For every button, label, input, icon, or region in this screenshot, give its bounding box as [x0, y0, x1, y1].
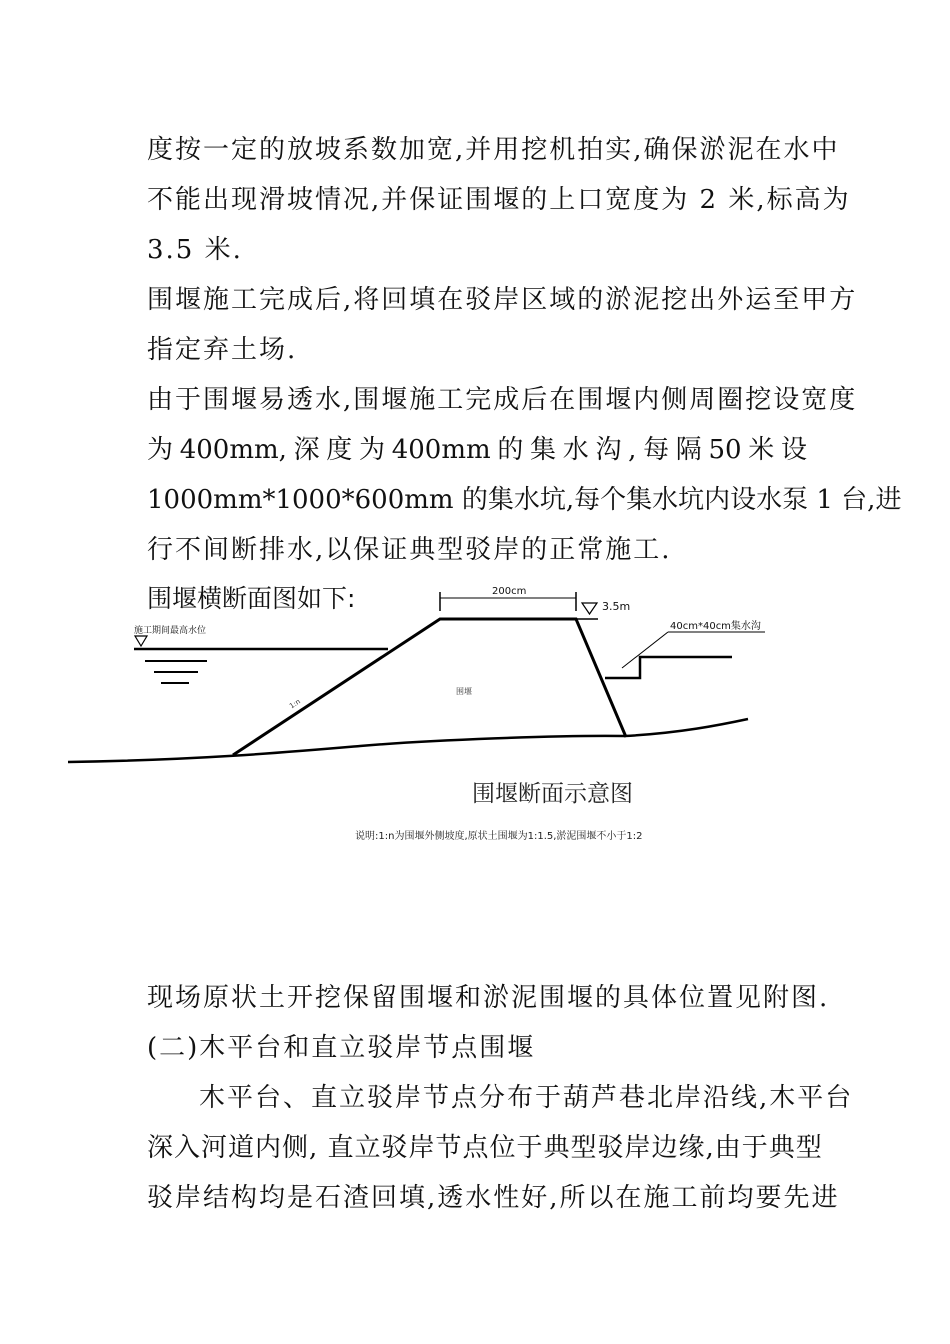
- diagram-intro: 围堰横断面图如下:: [147, 584, 356, 613]
- word: 为: [359, 435, 386, 465]
- word: 米: [748, 435, 775, 465]
- text-line: 1000mm*1000*600mm 的集水坑,每个集水坑内设水泵 1 台,进: [147, 485, 902, 515]
- word: 400mm: [391, 435, 491, 465]
- text-line: 木平台、直立驳岸节点分布于葫芦巷北岸沿线,木平台: [199, 1083, 854, 1113]
- diagram-title: 围堰断面示意图: [472, 781, 633, 807]
- text-line: 驳岸结构均是石渣回填,透水性好,所以在施工前均要先进: [147, 1183, 840, 1213]
- word: 集: [530, 435, 557, 465]
- water-level-label: 施工期间最高水位: [134, 626, 207, 636]
- text-line: 行不间断排水,以保证典型驳岸的正常施工.: [147, 535, 672, 565]
- word: 设: [780, 435, 807, 465]
- word: 水: [562, 435, 589, 465]
- word: 50: [708, 435, 742, 465]
- word: 400mm,: [179, 435, 287, 465]
- ditch-label: 40cm*40cm集水沟: [670, 621, 761, 632]
- text-line: 由于围堰易透水,围堰施工完成后在围堰内侧周圈挖设宽度: [147, 385, 858, 415]
- embankment-label: 围堰: [456, 687, 472, 696]
- collection-ditch: [605, 657, 732, 678]
- top-width-label: 200cm: [492, 586, 527, 597]
- ground-line: [68, 719, 748, 762]
- embankment-outline: [233, 619, 626, 755]
- cofferdam-section-diagram: [0, 570, 950, 870]
- text-line: 指定弃土场.: [147, 335, 298, 365]
- text-line: 现场原状土开挖保留围堰和淤泥围堰的具体位置见附图.: [147, 983, 830, 1013]
- word: 的: [497, 435, 524, 465]
- word: 深: [293, 435, 320, 465]
- text-line: 深入河道内侧, 直立驳岸节点位于典型驳岸边缘,由于典型: [147, 1133, 823, 1163]
- water-level-marker: [135, 636, 147, 646]
- ditch-leader: [622, 632, 668, 668]
- text-line: 3.5 米.: [147, 235, 243, 265]
- slope-label: 1:n: [288, 697, 302, 711]
- word: 度: [326, 435, 353, 465]
- text-line: 度按一定的放坡系数加宽,并用挖机拍实,确保淤泥在水中: [147, 135, 840, 165]
- elevation-marker: [582, 603, 597, 614]
- word: 沟: [595, 435, 622, 465]
- text-line: 围堰施工完成后,将回填在驳岸区域的淤泥挖出外运至甲方: [147, 285, 858, 315]
- word: ,: [628, 435, 637, 465]
- word: 为: [147, 435, 174, 465]
- word: 隔: [675, 435, 702, 465]
- word: 每: [643, 435, 670, 465]
- section-heading: (二)木平台和直立驳岸节点围堰: [147, 1033, 536, 1063]
- elevation-label: 3.5m: [602, 600, 631, 613]
- text-line: 不能出现滑坡情况,并保证围堰的上口宽度为 2 米,标高为: [147, 185, 851, 215]
- text-line-justified: [147, 430, 807, 470]
- diagram-note: 说明:1:n为围堰外侧坡度,原状土围堰为1:1.5,淤泥围堰不小于1:2: [355, 831, 643, 842]
